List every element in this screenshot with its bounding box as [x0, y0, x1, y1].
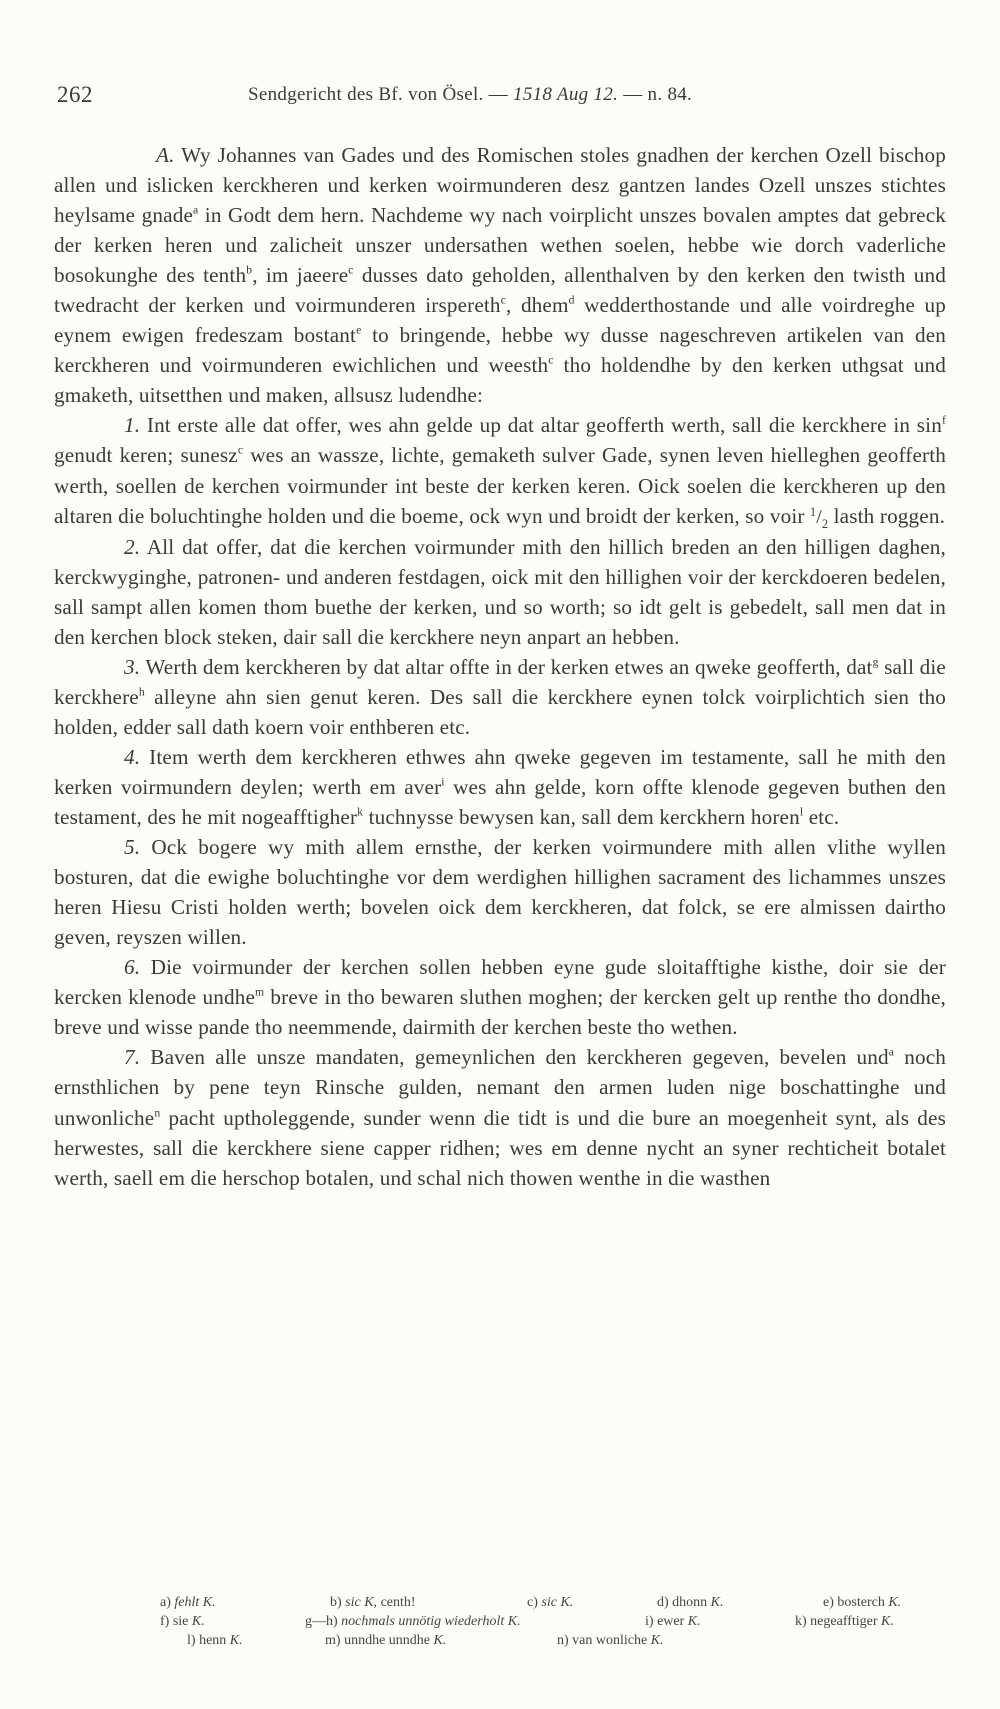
text-run: Item werth dem kerckheren ethwes ahn qweke gegeven im testamente, sall he mith den kerken voirmundern deylen; werth em aver [54, 744, 946, 799]
footnote-text: henn [199, 1633, 230, 1648]
footnote-g-h [305, 1614, 521, 1630]
text-run: in Godt dem hern. Nachdeme wy nach voirplicht unszes bovalen amptes dat gebreck der kerken heren und zalicheit unszer undersathen wethen soelen, hebbe wie dorch vaderliche bosokunghe des tenth [54, 203, 946, 288]
footnote-i [645, 1614, 701, 1630]
text-run: Baven alle unsze mandaten, gemeynlichen den kerckheren gegeven, bevelen und [140, 1045, 889, 1070]
footnote-text: K. [229, 1633, 243, 1648]
footnote-text: dhonn [672, 1595, 711, 1610]
article-number: 3. [124, 654, 141, 679]
footnote-text: negeafftiger [810, 1614, 882, 1629]
footnote-label: g—h) [305, 1614, 338, 1629]
footnote-text: van wonliche [572, 1633, 651, 1648]
footnote-marker: i [441, 775, 445, 789]
footnote-text: K. [710, 1595, 724, 1610]
article-number: 6. [124, 955, 141, 980]
text-run: tuchnysse bewysen kan, sall dem kerckhern horen [363, 805, 800, 830]
article-number: 2. [124, 534, 141, 559]
text-run: alleyne ahn sien genut keren. Des sall die kerckhere eynen tolck voirplichtich sien tho holden, edder sall dath koern voir enthberen etc. [54, 684, 946, 739]
footnote-marker: a [193, 203, 199, 217]
footnote-text: sic K. [541, 1595, 574, 1610]
footnote-marker: c [348, 263, 354, 277]
running-head [248, 84, 692, 106]
text-run: , dhem [506, 293, 569, 318]
text-run: tho holdendhe by den kerken uthgsat und gmaketh, uitsetthen und maken, allsusz ludendhe: [54, 353, 946, 408]
running-head-title: Sendgericht des Bf. von Ösel. — [248, 84, 514, 105]
fraction-numerator: 1 [810, 504, 817, 519]
page-number: 262 [57, 82, 93, 107]
article-3 [54, 652, 946, 742]
article-number: 5. [124, 835, 141, 860]
paragraph-intro [54, 140, 946, 410]
text-run: wes ahn gelde, korn offte klenode gegeven buthen den testament, des he mit nogeafftigher [54, 774, 946, 830]
article-6 [54, 952, 946, 1042]
footnote-a [160, 1595, 216, 1611]
footnote-n [557, 1633, 664, 1649]
footnote-f [160, 1614, 205, 1630]
footnote-text: K. [191, 1614, 205, 1629]
footnote-marker: l [799, 805, 804, 819]
footnote-label: b) [330, 1595, 342, 1610]
article-2 [54, 532, 946, 652]
footnote-text: ewer [657, 1614, 688, 1629]
footnote-marker: g [872, 655, 879, 669]
footnote-marker: c [237, 443, 244, 457]
footnote-e [823, 1595, 901, 1611]
running-head-number: — n. 84. [618, 84, 693, 105]
article-4 [54, 742, 946, 832]
footnote-label: f) [160, 1614, 170, 1629]
article-1 [54, 410, 946, 531]
footnote-text: fehlt K. [174, 1595, 216, 1610]
text-run: genudt keren; sunesz [54, 443, 238, 468]
article-7 [54, 1042, 946, 1192]
footnote-text: unndhe unndhe [344, 1633, 434, 1648]
footnote-b [330, 1595, 416, 1611]
footnote-l [187, 1633, 243, 1649]
article-number: 4. [124, 744, 141, 769]
footnote-text: sic K, [345, 1595, 378, 1610]
text-run: lasth roggen. [828, 503, 946, 528]
article-number: 7. [124, 1045, 141, 1070]
footnote-marker: m [255, 985, 265, 999]
text-run: Wy Johannes van Gades und des Romischen stoles gnadhen der kerchen Ozell bischop allen und islicken kerckheren und kerken woirmunderen desz gantzen landes Ozell unszes stichtes heylsame gnade [54, 143, 946, 228]
text-run: noch ernsthlichen by pene teyn Rinsche gulden, nemant den armen luden nige boschattinghe und unwonliche [54, 1045, 946, 1130]
footnote-marker: c [500, 293, 507, 307]
footnote-marker: k [357, 805, 364, 819]
footnote-text: sie [172, 1614, 192, 1629]
text-run: Int erste alle dat offer, wes ahn gelde up dat altar geofferth werth, sall die kerckhere in sin [140, 413, 942, 438]
footnote-marker: h [138, 685, 145, 699]
article-number: 1. [124, 413, 141, 438]
footnote-marker: d [568, 293, 575, 307]
footnote-text: K. [888, 1595, 902, 1610]
article-5 [54, 832, 946, 952]
running-head-date: 1518 Aug 12. [513, 84, 619, 105]
footnote-marker: n [154, 1105, 161, 1119]
footnote-text: K. [650, 1633, 664, 1648]
footnote-marker: f [941, 413, 946, 427]
footnote-marker: a [888, 1045, 895, 1059]
footnote-c [527, 1595, 573, 1611]
footnote-marker: c [548, 353, 554, 367]
text-run: etc. [803, 805, 840, 830]
footnote-label: l) [187, 1633, 196, 1648]
text-run: breve in tho bewaren sluthen moghen; der kercken gelt up renthe tho dondhe, breve und wisse pande tho neemmende, dairmith der kerchen beste tho wethen. [54, 985, 946, 1040]
text-run: wes an wassze, lichte, gemaketh sulver Gade, synen leven hielleghen geofferth werth, soellen de kerchen voirmunder int beste der kerken keren. Oick soelen die kerckheren up den altaren die boluchtinghe holden und die boeme, ock wyn und broidt der kerken, so voir [54, 443, 947, 528]
footnote-label: k) [795, 1614, 807, 1629]
footnote-k [795, 1614, 894, 1630]
footnote-d [657, 1595, 724, 1611]
footnote-label: e) [823, 1595, 834, 1610]
section-letter: A. [156, 143, 175, 167]
footnote-label: i) [645, 1614, 654, 1629]
text-run: Ock bogere wy mith allem ernsthe, der kerken voirmundere mith allen vlithe wyllen bosturen, dat die ewighe boluchtinghe vor dem werdighen hillighen sacrament des lichammes unszes heren Hiesu Cristi holden werth; bovelen oick dem kerckheren, dat folck, se ere almissen dairtho geven, reyszen willen. [54, 835, 946, 950]
fraction-denominator: 2 [822, 516, 829, 531]
footnote-m [325, 1633, 446, 1649]
document-body [54, 140, 946, 1193]
text-run: sall die kerckhere [54, 654, 946, 709]
footnote-label: n) [557, 1633, 569, 1648]
text-run: to bringende, hebbe wy dusse nageschreven artikelen van den kerckheren und voirmunderen ewichlichen und weesth [54, 323, 946, 378]
text-run: All dat offer, dat die kerchen voirmunder mith den hillich breden an den hilligen daghen, kerckwyginghe, patronen- und anderen festdagen, oick mit den hillighen voir der kerckdoeren bedelen, sall sampt allen komen thom buethe der kerken, und so worth; so idt gelt is gebedelt, sall men dat in den kerchen block steken, dair sall die kerckhere neyn anpart an hebben. [54, 534, 946, 649]
text-run: Die voirmunder der kerchen sollen hebben eyne gude sloitafftighe kisthe, doir sie der kercken klenode undhe [54, 955, 946, 1010]
footnote-text: K. [687, 1614, 701, 1629]
footnote-label: c) [527, 1595, 538, 1610]
footnote-text: bosterch [837, 1595, 889, 1610]
text-run: dusses dato geholden, allenthalven by den kerken den twisth und twedracht der kerken und voirmunderen irspereth [54, 263, 947, 318]
text-run: Werth dem kerckheren by dat altar offte in der kerken etwes an qweke geofferth, dat [140, 654, 873, 679]
footnote-text: centh! [377, 1595, 416, 1610]
text-run: , im jaeere [252, 263, 349, 288]
fraction: $^1/_2$ [810, 504, 829, 531]
footnote-marker: b [246, 263, 253, 277]
footnote-text: K. [881, 1614, 894, 1629]
footnote-text: nochmals unnötig wiederholt K. [341, 1614, 521, 1629]
footnote-label: m) [325, 1633, 341, 1648]
footnote-label: a) [160, 1595, 171, 1610]
footnote-marker: e [356, 323, 362, 337]
footnote-label: d) [657, 1595, 669, 1610]
text-run: wedderthostande und alle voirdreghe up eynem ewigen fredeszam bostant [54, 293, 946, 348]
text-run: pacht uptholeggende, sunder wenn die tidt is und die bure an moegenheit synt, als des herwestes, sall die kerckhere siene capper ridhen; wes em denne nycht an syner rechticheit botalet werth, saell em die herschop botalen, und schal nich thowen wenthe in die wasthen [54, 1105, 946, 1190]
footnote-text: K. [433, 1633, 447, 1648]
